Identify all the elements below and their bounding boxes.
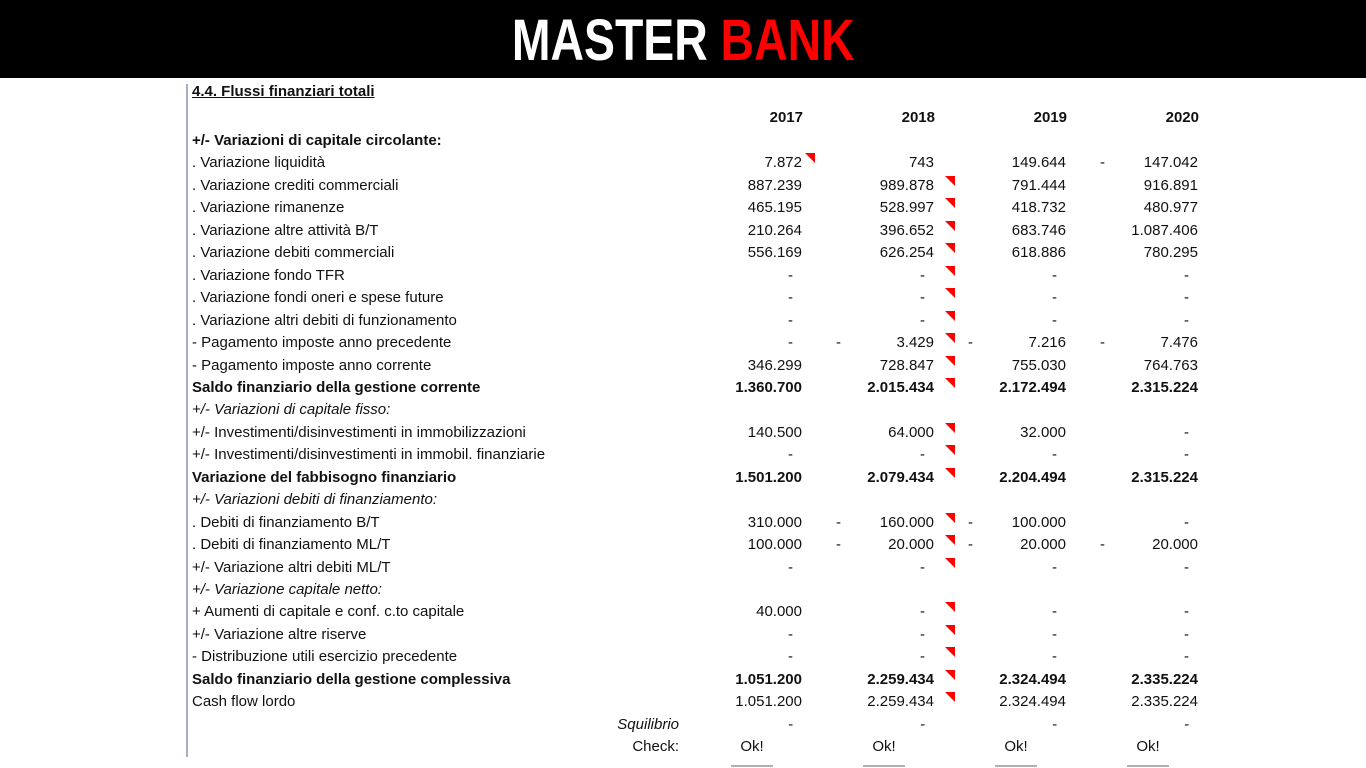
- cell-2017: [680, 736, 812, 758]
- cell-2019: [944, 601, 1076, 623]
- row-label: Cash flow lordo: [192, 693, 296, 711]
- cell-2017: [680, 579, 812, 601]
- cell-2018: [812, 220, 944, 242]
- year-header-2020: 2020: [1165, 109, 1199, 126]
- cell-value: 20.000: [888, 536, 934, 554]
- table-row: [192, 175, 1208, 197]
- negative-sign: -: [1100, 154, 1105, 172]
- cell-2018: [812, 175, 944, 197]
- banner: [0, 0, 1366, 78]
- cell-value: -: [788, 311, 793, 329]
- cell-value: -: [1052, 446, 1057, 464]
- cell-value: -: [1052, 603, 1057, 621]
- table-row: [192, 444, 1208, 466]
- cell-value: 1.360.700: [735, 378, 802, 396]
- cell-2019: [944, 355, 1076, 377]
- cell-2017: [680, 714, 812, 736]
- cell-value: -: [1184, 446, 1189, 464]
- row-label: . Variazione altri debiti di funzionamento: [192, 311, 457, 329]
- table-row: [192, 624, 1208, 646]
- cell-value: -: [1184, 289, 1189, 307]
- row-label: . Variazione crediti commerciali: [192, 176, 399, 194]
- cell-2020: [1076, 287, 1208, 309]
- row-label: . Variazione debiti commerciali: [192, 244, 395, 262]
- cell-value: -: [1052, 715, 1057, 733]
- cell-2020: [1076, 130, 1208, 152]
- cell-2020: [1076, 152, 1208, 174]
- cell-value: 2.259.434: [867, 670, 934, 688]
- section-title: 4.4. Flussi finanziari totali: [192, 83, 375, 100]
- cell-2019: [944, 444, 1076, 466]
- negative-sign: -: [968, 513, 973, 531]
- cell-value: 149.644: [1011, 154, 1066, 172]
- row-label: +/- Variazione altri debiti ML/T: [192, 558, 391, 576]
- cell-2017: [680, 377, 812, 399]
- cell-value: 1.087.406: [1131, 221, 1198, 239]
- cell-value: -: [920, 715, 925, 733]
- cell-2017: [680, 512, 812, 534]
- cell-value: 2.315.224: [1131, 468, 1198, 486]
- row-label: +/- Variazioni di capitale circolante:: [192, 132, 442, 149]
- cell-2020: [1076, 265, 1208, 287]
- cell-2019: [944, 646, 1076, 668]
- cell-value: Ok!: [1136, 738, 1160, 756]
- cell-2019: [944, 736, 1076, 758]
- row-label: +/- Variazione capitale netto:: [192, 581, 382, 598]
- cell-value: -: [920, 603, 925, 621]
- table-row: [192, 467, 1208, 489]
- cell-value: 2.335.224: [1131, 693, 1198, 711]
- row-label: Saldo finanziario della gestione corrente: [192, 378, 481, 396]
- cell-value: -: [1184, 558, 1189, 576]
- table-row: [192, 242, 1208, 264]
- table-row: [192, 579, 1208, 601]
- sheet-area: [0, 78, 1366, 768]
- cell-value: 2.204.494: [999, 468, 1066, 486]
- cell-value: 683.746: [1011, 221, 1066, 239]
- cell-2018: [812, 444, 944, 466]
- row-label: . Debiti di finanziamento ML/T: [192, 536, 391, 554]
- cell-value: -: [1184, 311, 1189, 329]
- table-row: [192, 310, 1208, 332]
- banner-title-master: MASTER: [511, 8, 708, 73]
- cell-value: 2.335.224: [1131, 670, 1198, 688]
- cell-2018: [812, 242, 944, 264]
- cell-2017: [680, 332, 812, 354]
- cell-2019: [944, 310, 1076, 332]
- cell-2018: [812, 534, 944, 556]
- cell-2019: [944, 669, 1076, 691]
- table-row: [192, 691, 1208, 713]
- cell-2018: [812, 377, 944, 399]
- cell-value: 3.429: [896, 334, 934, 352]
- cell-2018: [812, 422, 944, 444]
- cell-value: 147.042: [1143, 154, 1198, 172]
- cell-2020: [1076, 669, 1208, 691]
- cell-value: -: [920, 289, 925, 307]
- cell-border-segment: [1127, 765, 1169, 767]
- cell-2017: [680, 467, 812, 489]
- cell-2018: [812, 512, 944, 534]
- cell-value: Ok!: [872, 738, 896, 756]
- cell-2017: [680, 310, 812, 332]
- cell-2018: [812, 130, 944, 152]
- cell-2019: [944, 714, 1076, 736]
- negative-sign: -: [836, 536, 841, 554]
- cell-value: 791.444: [1011, 176, 1066, 194]
- cell-value: -: [920, 446, 925, 464]
- cell-2018: [812, 467, 944, 489]
- cell-2019: [944, 512, 1076, 534]
- cell-value: 480.977: [1143, 199, 1198, 217]
- cell-2018: [812, 714, 944, 736]
- table-row: [192, 534, 1208, 556]
- cell-value: 210.264: [747, 221, 802, 239]
- table-row: [192, 152, 1208, 174]
- cell-value: 989.878: [879, 176, 934, 194]
- cell-2017: [680, 152, 812, 174]
- cell-value: -: [1052, 289, 1057, 307]
- cell-2019: [944, 624, 1076, 646]
- row-label: - Pagamento imposte anno corrente: [192, 356, 432, 374]
- table-row: [192, 287, 1208, 309]
- cell-2020: [1076, 310, 1208, 332]
- cell-value: 2.324.494: [999, 670, 1066, 688]
- cell-value: Ok!: [1004, 738, 1028, 756]
- cell-2017: [680, 444, 812, 466]
- cell-2020: [1076, 646, 1208, 668]
- cell-value: 20.000: [1020, 536, 1066, 554]
- cell-value: -: [1184, 648, 1189, 666]
- cell-2018: [812, 399, 944, 421]
- cell-2019: [944, 130, 1076, 152]
- table-row: [192, 601, 1208, 623]
- negative-sign: -: [968, 334, 973, 352]
- row-label: . Debiti di finanziamento B/T: [192, 513, 380, 531]
- cell-2020: [1076, 624, 1208, 646]
- cell-2017: [680, 624, 812, 646]
- cell-value: 618.886: [1011, 244, 1066, 262]
- table-row: [192, 422, 1208, 444]
- cell-2020: [1076, 467, 1208, 489]
- cell-2017: [680, 130, 812, 152]
- cell-2017: [680, 422, 812, 444]
- cell-2018: [812, 624, 944, 646]
- cell-2017: [680, 265, 812, 287]
- cell-2020: [1076, 736, 1208, 758]
- cell-2019: [944, 242, 1076, 264]
- cell-value: -: [1184, 715, 1189, 733]
- cell-value: -: [1184, 625, 1189, 643]
- cell-value: 346.299: [747, 356, 802, 374]
- cell-2017: [680, 557, 812, 579]
- cell-value: -: [788, 558, 793, 576]
- table-row: [192, 265, 1208, 287]
- cell-2019: [944, 557, 1076, 579]
- row-label: +/- Variazioni di capitale fisso:: [192, 401, 391, 419]
- cell-2020: [1076, 534, 1208, 556]
- cell-border-segment: [731, 765, 773, 767]
- cell-2019: [944, 220, 1076, 242]
- cell-2020: [1076, 489, 1208, 511]
- cell-2018: [812, 579, 944, 601]
- cell-value: 1.051.200: [735, 693, 802, 711]
- row-label: . Variazione altre attività B/T: [192, 221, 379, 239]
- row-label: - Pagamento imposte anno precedente: [192, 334, 452, 352]
- cell-value: 7.476: [1160, 334, 1198, 352]
- cell-value: 2.259.434: [867, 693, 934, 711]
- row-label: Squilibrio: [617, 715, 679, 733]
- cell-2020: [1076, 444, 1208, 466]
- cell-2019: [944, 265, 1076, 287]
- cell-2020: [1076, 579, 1208, 601]
- cell-2019: [944, 399, 1076, 421]
- cell-value: 7.872: [764, 154, 802, 172]
- cell-value: 396.652: [879, 221, 934, 239]
- cell-2019: [944, 534, 1076, 556]
- cell-2018: [812, 265, 944, 287]
- table-row: [192, 377, 1208, 399]
- cell-2017: [680, 669, 812, 691]
- cell-2019: [944, 377, 1076, 399]
- cell-value: 764.763: [1143, 356, 1198, 374]
- banner-title-bank: BANK: [720, 8, 855, 73]
- cell-2019: [944, 579, 1076, 601]
- cell-value: -: [920, 266, 925, 284]
- cell-value: -: [1052, 625, 1057, 643]
- cell-2018: [812, 736, 944, 758]
- cell-value: -: [788, 289, 793, 307]
- cell-2020: [1076, 601, 1208, 623]
- negative-sign: -: [836, 334, 841, 352]
- table-row: [192, 130, 1208, 152]
- table-row: [192, 355, 1208, 377]
- cell-value: 310.000: [747, 513, 802, 531]
- row-label: Saldo finanziario della gestione complessiva: [192, 670, 511, 688]
- cell-value: -: [788, 625, 793, 643]
- cell-2018: [812, 669, 944, 691]
- table-row: [192, 669, 1208, 691]
- cell-2017: [680, 601, 812, 623]
- cell-border-segment: [863, 765, 905, 767]
- cell-value: 64.000: [888, 423, 934, 441]
- cell-value: Ok!: [740, 738, 764, 756]
- year-header-2018: 2018: [901, 109, 935, 126]
- row-label: . Variazione rimanenze: [192, 199, 345, 217]
- row-label: +/- Investimenti/disinvestimenti in immobil. finanziarie: [192, 446, 546, 464]
- cell-value: -: [920, 625, 925, 643]
- cell-value: -: [920, 558, 925, 576]
- cell-value: 728.847: [879, 356, 934, 374]
- negative-sign: -: [1100, 334, 1105, 352]
- years-header-row: [192, 106, 1208, 130]
- cell-value: 2.315.224: [1131, 378, 1198, 396]
- cell-value: -: [788, 266, 793, 284]
- cell-2019: [944, 197, 1076, 219]
- cell-value: 2.172.494: [999, 378, 1066, 396]
- cell-value: 32.000: [1020, 423, 1066, 441]
- column-divider-line: [186, 84, 188, 757]
- cell-value: -: [788, 446, 793, 464]
- cell-2020: [1076, 399, 1208, 421]
- table-row: [192, 220, 1208, 242]
- cell-2018: [812, 489, 944, 511]
- cell-value: -: [1184, 423, 1189, 441]
- row-label: . Variazione fondi oneri e spese future: [192, 289, 444, 307]
- year-header-2019: 2019: [1033, 109, 1067, 126]
- cell-2020: [1076, 355, 1208, 377]
- cell-value: 626.254: [879, 244, 934, 262]
- cell-2019: [944, 287, 1076, 309]
- cell-2018: [812, 691, 944, 713]
- cell-value: -: [920, 311, 925, 329]
- cell-2018: [812, 601, 944, 623]
- cell-2017: [680, 220, 812, 242]
- cell-2018: [812, 557, 944, 579]
- year-header-2017: 2017: [769, 109, 803, 126]
- cell-2019: [944, 152, 1076, 174]
- table-row: [192, 332, 1208, 354]
- cell-2019: [944, 332, 1076, 354]
- cell-2017: [680, 287, 812, 309]
- cell-2020: [1076, 220, 1208, 242]
- cell-2018: [812, 355, 944, 377]
- table-row: [192, 399, 1208, 421]
- cell-value: 465.195: [747, 199, 802, 217]
- cell-value: 100.000: [1011, 513, 1066, 531]
- cell-2017: [680, 399, 812, 421]
- cell-2017: [680, 355, 812, 377]
- cell-value: 528.997: [879, 199, 934, 217]
- cell-2020: [1076, 175, 1208, 197]
- cell-border-segment: [995, 765, 1037, 767]
- cell-value: 2.324.494: [999, 693, 1066, 711]
- row-label: Check:: [632, 738, 679, 756]
- cell-value: 160.000: [879, 513, 934, 531]
- years-header-spacer: [192, 106, 680, 130]
- cell-value: 743: [908, 154, 934, 172]
- cell-2019: [944, 175, 1076, 197]
- row-label: +/- Investimenti/disinvestimenti in immobilizzazioni: [192, 423, 526, 441]
- cell-value: 887.239: [747, 176, 802, 194]
- cell-2017: [680, 489, 812, 511]
- row-label: . Variazione fondo TFR: [192, 266, 345, 284]
- cell-value: 1.501.200: [735, 468, 802, 486]
- cell-2020: [1076, 197, 1208, 219]
- banner-title: [512, 0, 855, 80]
- cell-value: 916.891: [1143, 176, 1198, 194]
- cell-value: 755.030: [1011, 356, 1066, 374]
- row-label: - Distribuzione utili esercizio precedente: [192, 648, 458, 666]
- cell-2020: [1076, 691, 1208, 713]
- table-row: [192, 736, 1208, 758]
- cell-value: -: [1052, 266, 1057, 284]
- cell-value: -: [1184, 513, 1189, 531]
- cell-2020: [1076, 714, 1208, 736]
- cell-value: -: [788, 334, 793, 352]
- cell-value: 556.169: [747, 244, 802, 262]
- negative-sign: -: [1100, 536, 1105, 554]
- row-label: Variazione del fabbisogno finanziario: [192, 468, 457, 486]
- cell-value: 20.000: [1152, 536, 1198, 554]
- cell-2020: [1076, 377, 1208, 399]
- cell-value: -: [1052, 311, 1057, 329]
- cell-2018: [812, 646, 944, 668]
- cell-2018: [812, 332, 944, 354]
- table-row: [192, 197, 1208, 219]
- cell-value: 7.216: [1028, 334, 1066, 352]
- cell-2020: [1076, 242, 1208, 264]
- cell-2019: [944, 422, 1076, 444]
- cell-value: 418.732: [1011, 199, 1066, 217]
- cell-2017: [680, 646, 812, 668]
- table-row: [192, 489, 1208, 511]
- cell-2019: [944, 489, 1076, 511]
- cell-value: 1.051.200: [735, 670, 802, 688]
- table-row: [192, 646, 1208, 668]
- cell-2017: [680, 242, 812, 264]
- cell-value: -: [1184, 266, 1189, 284]
- cell-2018: [812, 152, 944, 174]
- cell-2017: [680, 175, 812, 197]
- row-label: +/- Variazione altre riserve: [192, 625, 367, 643]
- table-row: [192, 714, 1208, 736]
- cell-2020: [1076, 422, 1208, 444]
- row-label: . Variazione liquidità: [192, 154, 326, 172]
- negative-sign: -: [836, 513, 841, 531]
- cell-2017: [680, 197, 812, 219]
- cell-2018: [812, 310, 944, 332]
- cell-value: 140.500: [747, 423, 802, 441]
- cell-value: 2.015.434: [867, 378, 934, 396]
- cell-2020: [1076, 512, 1208, 534]
- cell-2018: [812, 197, 944, 219]
- cell-value: -: [788, 648, 793, 666]
- table-row: [192, 512, 1208, 534]
- table-row: [192, 557, 1208, 579]
- cell-value: -: [788, 715, 793, 733]
- cell-value: 100.000: [747, 536, 802, 554]
- row-label: +/- Variazioni debiti di finanziamento:: [192, 491, 437, 509]
- cell-value: -: [1184, 603, 1189, 621]
- cell-2019: [944, 691, 1076, 713]
- cell-2017: [680, 691, 812, 713]
- cell-value: -: [920, 648, 925, 666]
- cell-2020: [1076, 557, 1208, 579]
- cell-2017: [680, 534, 812, 556]
- cell-value: 40.000: [756, 603, 802, 621]
- cell-2018: [812, 287, 944, 309]
- cell-value: -: [1052, 558, 1057, 576]
- cell-value: -: [1052, 648, 1057, 666]
- cell-2020: [1076, 332, 1208, 354]
- cell-2019: [944, 467, 1076, 489]
- cell-value: 780.295: [1143, 244, 1198, 262]
- cell-value: 2.079.434: [867, 468, 934, 486]
- row-label: + Aumenti di capitale e conf. c.to capitale: [192, 603, 465, 621]
- negative-sign: -: [968, 536, 973, 554]
